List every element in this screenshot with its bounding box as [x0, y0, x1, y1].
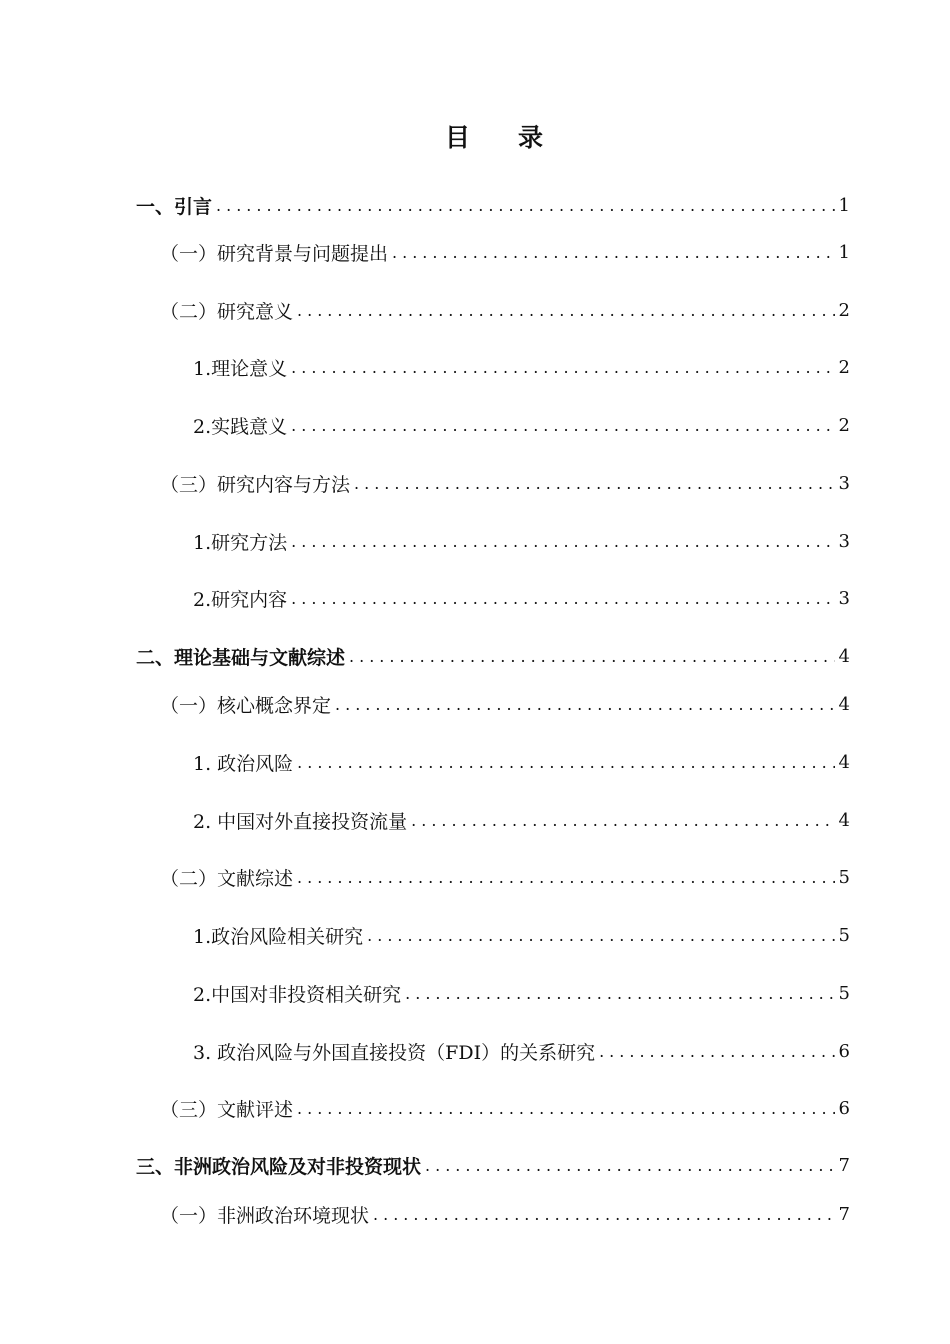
toc-entry[interactable]	[160, 689, 850, 719]
toc-entry-label: （二）研究意义	[160, 300, 294, 323]
toc-entry-label: （一）研究背景与问题提出	[160, 242, 389, 265]
toc-page-number: 1	[838, 241, 850, 263]
toc-page-number: 2	[838, 414, 850, 436]
toc-leader-dots	[216, 196, 835, 215]
toc-leader-dots	[411, 811, 834, 830]
toc-leader-dots	[425, 1156, 835, 1175]
toc-entry[interactable]	[193, 410, 850, 440]
toc-page-number: 4	[838, 809, 850, 831]
toc-leader-dots	[297, 753, 834, 772]
toc-page-number: 1	[838, 194, 850, 216]
toc-entry[interactable]	[193, 1036, 850, 1066]
toc-title-char-2: 录	[518, 123, 546, 152]
toc-leader-dots	[349, 647, 835, 666]
toc-page-number: 5	[838, 982, 850, 1004]
toc-entry[interactable]	[136, 190, 850, 220]
toc-leader-dots	[297, 868, 835, 887]
toc-page-number: 6	[838, 1097, 850, 1119]
toc-entry[interactable]	[160, 468, 850, 498]
toc-entry[interactable]	[193, 526, 850, 556]
toc-leader-dots	[291, 589, 834, 608]
toc-entry-label: 1.研究方法	[193, 531, 288, 554]
toc-leader-dots	[291, 532, 834, 551]
toc-title-char-1: 目	[444, 123, 472, 152]
toc-leader-dots	[335, 695, 835, 714]
toc-entry[interactable]	[160, 862, 850, 892]
toc-leader-dots	[392, 243, 835, 262]
toc-entry[interactable]	[136, 1150, 850, 1180]
toc-page-number: 2	[838, 299, 850, 321]
toc-entry[interactable]	[193, 352, 850, 382]
toc-page-number: 7	[838, 1154, 850, 1176]
toc-entry[interactable]	[160, 1093, 850, 1123]
toc-page-number: 4	[838, 751, 850, 773]
toc-page-number: 3	[838, 530, 850, 552]
toc-entry-label: 2.实践意义	[193, 415, 288, 438]
toc-entry-label: 1. 政治风险	[193, 752, 294, 775]
toc-entry[interactable]	[193, 978, 850, 1008]
toc-leader-dots	[291, 416, 834, 435]
toc-entry[interactable]	[193, 805, 850, 835]
toc-page-number: 5	[838, 924, 850, 946]
toc-leader-dots	[405, 984, 834, 1003]
toc-entry[interactable]	[160, 237, 850, 267]
toc-page-number: 5	[838, 866, 850, 888]
toc-entry[interactable]	[193, 583, 850, 613]
toc-leader-dots	[367, 926, 834, 945]
toc-entry-label: （三）文献评述	[160, 1098, 294, 1121]
toc-entry-label: 1.政治风险相关研究	[193, 925, 364, 948]
toc-entry-label: 2.研究内容	[193, 588, 288, 611]
toc-leader-dots	[599, 1042, 834, 1061]
toc-leader-dots	[354, 474, 835, 493]
toc-entry-label: 三、非洲政治风险及对非投资现状	[136, 1155, 422, 1178]
toc-page-number: 2	[838, 356, 850, 378]
toc-page-number: 4	[838, 693, 850, 715]
toc-entry-label: （一）非洲政治环境现状	[160, 1204, 370, 1227]
toc-entry[interactable]	[136, 641, 850, 671]
toc-page-number: 4	[838, 645, 850, 667]
toc-page-number: 3	[838, 587, 850, 609]
toc-title	[0, 118, 950, 154]
toc-entry-label: 1.理论意义	[193, 357, 288, 380]
toc-entry[interactable]	[160, 295, 850, 325]
toc-entry-label: （二）文献综述	[160, 867, 294, 890]
toc-entry-label: 2. 中国对外直接投资流量	[193, 810, 408, 833]
toc-entry-label: （一）核心概念界定	[160, 694, 332, 717]
toc-leader-dots	[297, 301, 835, 320]
toc-entry[interactable]	[193, 920, 850, 950]
toc-entry-label: 3. 政治风险与外国直接投资（FDI）的关系研究	[193, 1041, 596, 1064]
toc-leader-dots	[373, 1205, 835, 1224]
toc-leader-dots	[297, 1099, 835, 1118]
toc-entry[interactable]	[193, 747, 850, 777]
toc-page-number: 6	[838, 1040, 850, 1062]
toc-page-number: 3	[838, 472, 850, 494]
toc-entry-label: 一、引言	[136, 195, 213, 218]
toc-entry-label: 2.中国对非投资相关研究	[193, 983, 402, 1006]
toc-entry-label: 二、理论基础与文献综述	[136, 646, 346, 669]
toc-entry[interactable]	[160, 1199, 850, 1229]
toc-entry-label: （三）研究内容与方法	[160, 473, 351, 496]
toc-leader-dots	[291, 358, 834, 377]
toc-page-number: 7	[838, 1203, 850, 1225]
